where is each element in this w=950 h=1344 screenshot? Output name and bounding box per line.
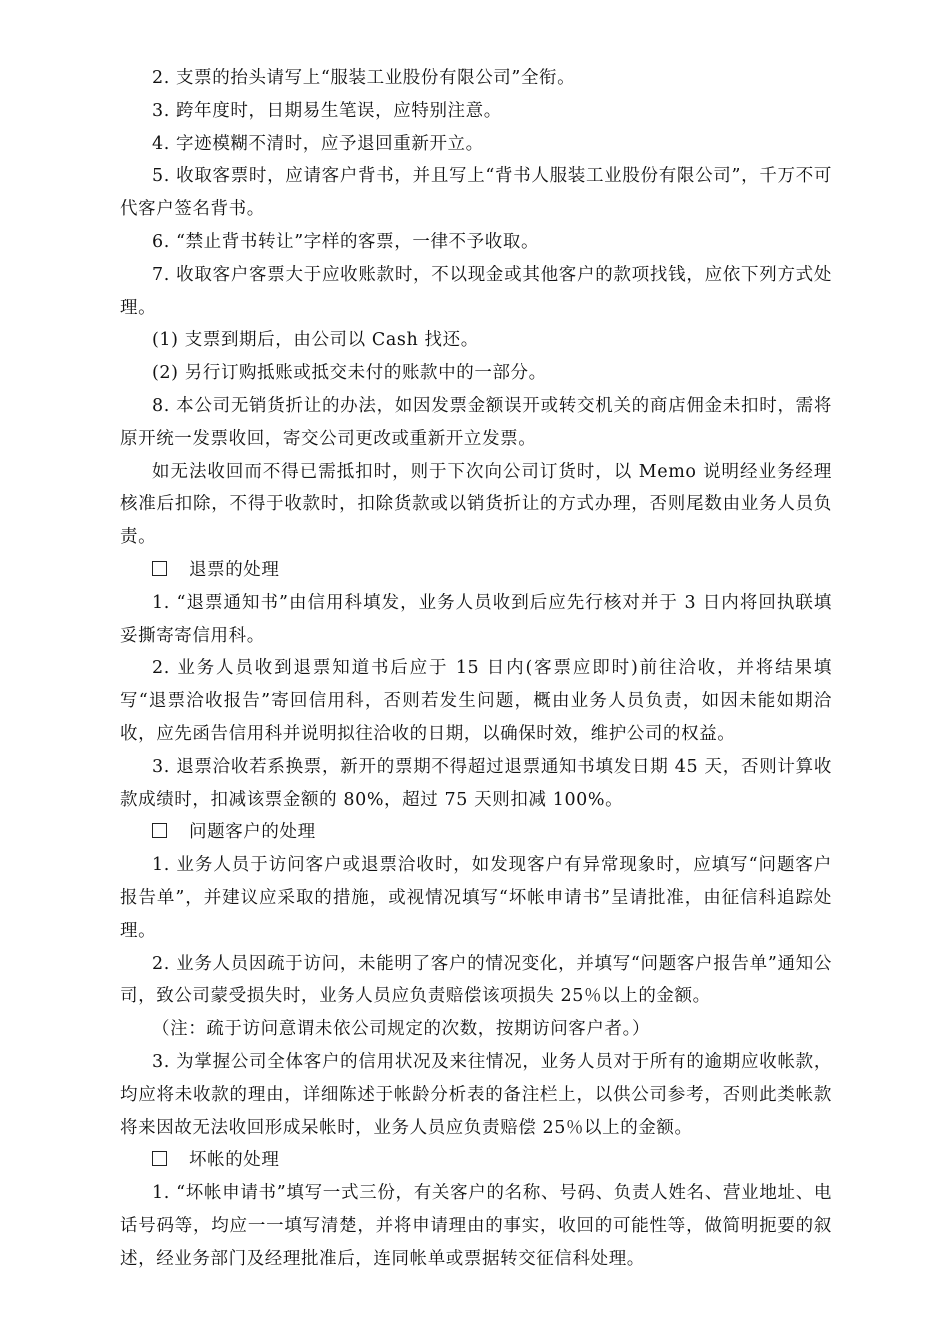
paragraph-endorsement: 5. 收取客票时，应请客户背书，并且写上“背书人服装工业股份有限公司”，千万不可代客户签名背书。: [120, 166, 832, 220]
checkbox-icon: [152, 1151, 167, 1166]
section-heading-bad-debt: [120, 1144, 832, 1177]
section-heading-refund: [120, 554, 832, 587]
paragraph-problem-negligence: 2. 业务人员因疏于访问，未能明了客户的情况变化，并填写“问题客户报告单”通知公司，致公司蒙受损失时，业务人员应负责赔偿该项损失 25％以上的金额。: [120, 953, 832, 1007]
paragraph-no-discount: 8. 本公司无销货折让的办法，如因发票金额误开或转交机关的商店佣金未扣时，需将原开统一发票收回，寄交公司更改或重新开立发票。: [120, 395, 832, 449]
checkbox-icon: [152, 823, 167, 838]
paragraph-refund-collection: 2. 业务人员收到退票知道书后应于 15 日内(客票应即时)前往洽收，并将结果填写“退票洽收报告”寄回信用科，否则若发生问题，概由业务人员负责，如因未能如期洽收，应先函告信用科并说明拟往洽收的日期，以确保时效，维护公司的权益。: [120, 658, 832, 744]
checkbox-icon: [152, 561, 167, 576]
paragraph-excess-payment: 7. 收取客户客票大于应收账款时，不以现金或其他客户的款项找钱，应依下列方式处理。: [120, 264, 832, 318]
paragraph-year-crossing: 3. 跨年度时，日期易生笔误，应特别注意。: [152, 100, 502, 121]
paragraph-blurry-writing: 4. 字迹模糊不清时，应予退回重新开立。: [152, 133, 484, 154]
paragraph-no-transfer: 6. “禁止背书转让”字样的客票，一律不予收取。: [152, 231, 540, 252]
paragraph-memo-deduction: 如无法收回而不得已需抵扣时，则于下次向公司订货时，以 Memo 说明经业务经理核准后扣除，不得于收款时，扣除货款或以销货折让的方式办理，否则尾数由业务人员负责。: [120, 461, 832, 548]
section-title: 坏帐的处理: [189, 1150, 280, 1171]
document-page: [120, 62, 832, 1275]
paragraph-refund-notice: 1. “退票通知书”由信用科填发，业务人员收到后应先行核对并于 3 日内将回执联填妥撕寄寄信用科。: [120, 592, 832, 646]
paragraph-sub-item-2: (2) 另行订购抵账或抵交未付的账款中的一部分。: [152, 363, 547, 384]
section-title: 问题客户的处理: [189, 822, 316, 843]
section-title: 退票的处理: [189, 559, 280, 580]
paragraph-problem-overdue: 3. 为掌握公司全体客户的信用状况及来往情况，业务人员对于所有的逾期应收帐款，均应将未收款的理由，详细陈述于帐龄分析表的备注栏上，以供公司参考，否则此类帐款将来因故无法收回形成呆帐时，业务人员应负责赔偿 25％以上的金额。: [120, 1051, 832, 1138]
paragraph-sub-item-1: (1) 支票到期后，由公司以 Cash 找还。: [152, 330, 479, 351]
paragraph-bad-debt-application: 1. “坏帐申请书”填写一式三份，有关客户的名称、号码、负责人姓名、营业地址、电话号码等，均应一一填写清楚，并将申请理由的事实，收回的可能性等，做简明扼要的叙述，经业务部门及经理批准后，连同帐单或票据转交征信科处理。: [120, 1183, 832, 1269]
paragraph-cheque-title: 2. 支票的抬头请写上“服装工业股份有限公司”全衔。: [152, 68, 576, 88]
paragraph-problem-note: （注：疏于访问意谓未依公司规定的次数，按期访问客户者。）: [152, 1019, 651, 1040]
paragraph-refund-exchange: 3. 退票洽收若系换票，新开的票期不得超过退票通知书填发日期 45 天，否则计算收款成绩时，扣减该票金额的 80%，超过 75 天则扣减 100%。: [120, 756, 832, 810]
section-heading-problem-customer: [120, 816, 832, 849]
paragraph-problem-report: 1. 业务人员于访问客户或退票洽收时，如发现客户有异常现象时，应填写“问题客户报告单”，并建议应采取的措施，或视情况填写“坏帐申请书”呈请批准，由征信科追踪处理。: [120, 855, 832, 941]
